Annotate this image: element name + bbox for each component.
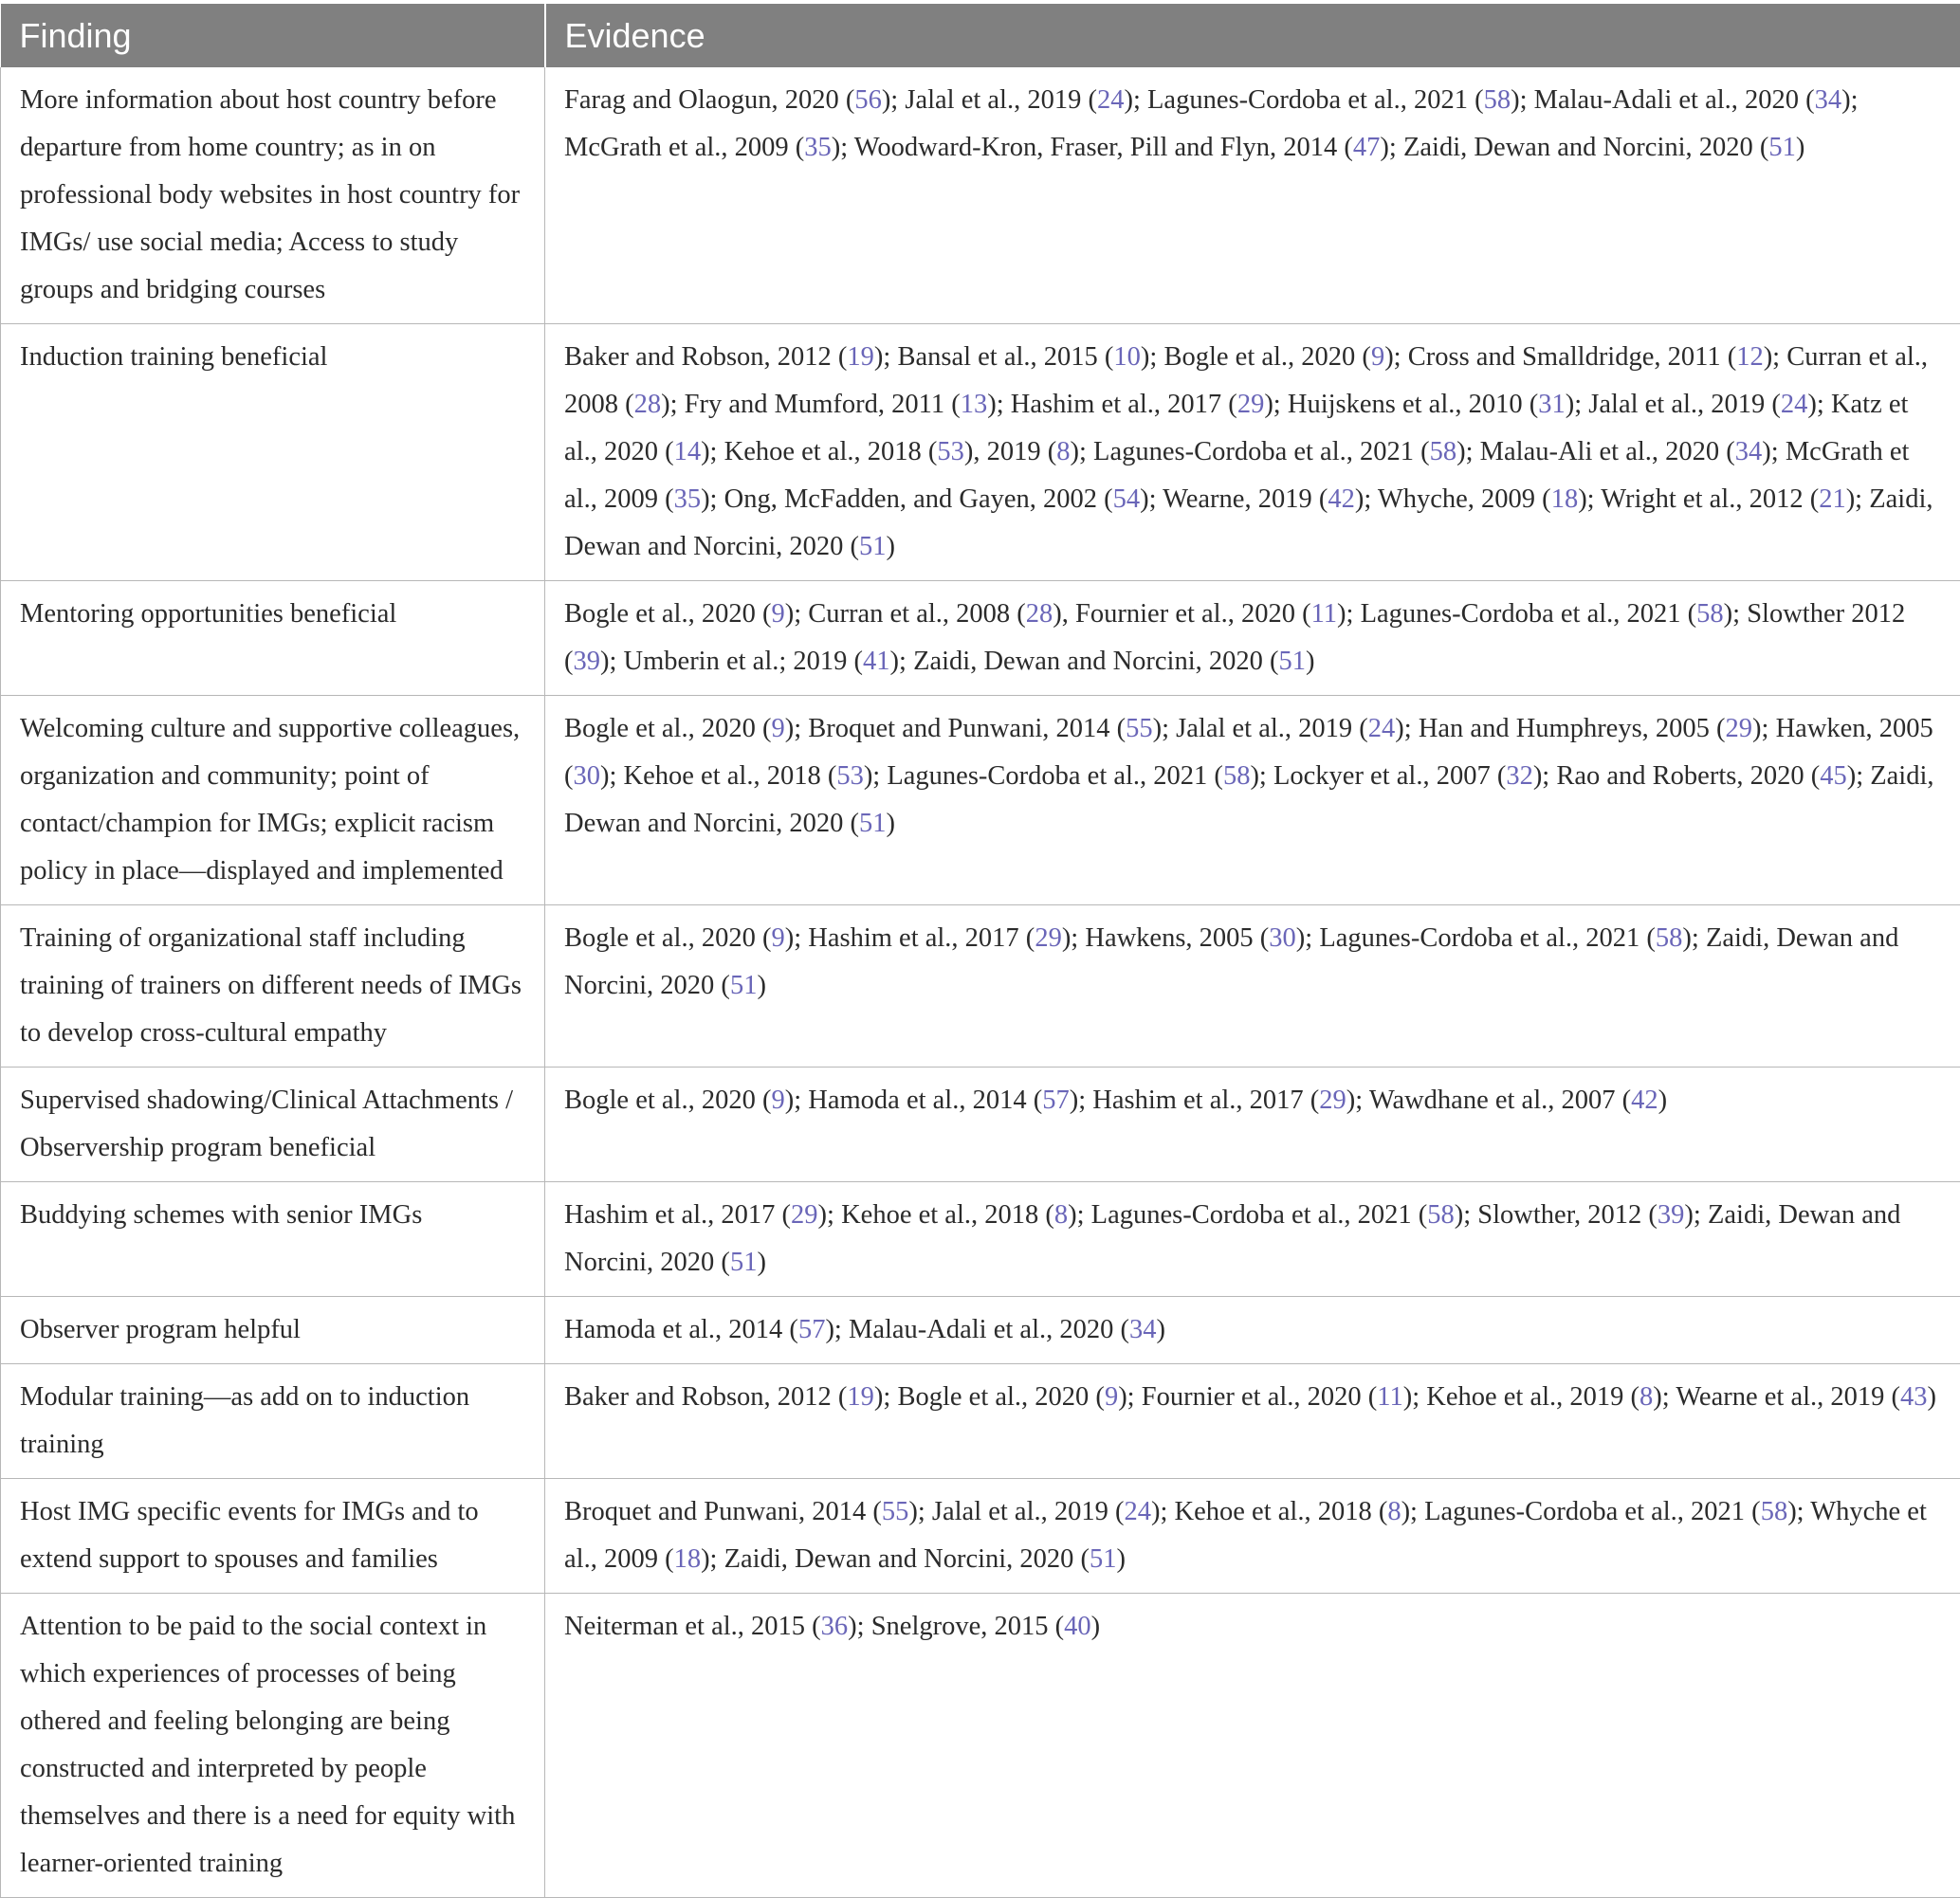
citation-text: Zaidi, Dewan and Norcini, 2020 ( xyxy=(564,761,1934,838)
reference-link[interactable]: 29 xyxy=(1726,714,1753,743)
citation-text: Huijskens et al., 2010 ( xyxy=(1288,390,1538,419)
citation-punctuation: ); xyxy=(1062,923,1086,953)
table-row xyxy=(1,1479,1960,1594)
table-row xyxy=(1,905,1960,1068)
citation-punctuation: ); xyxy=(1250,761,1273,791)
citation-punctuation: ); xyxy=(874,1382,898,1412)
reference-link[interactable]: 58 xyxy=(1696,599,1724,629)
citation-punctuation: ); xyxy=(1787,1497,1810,1526)
table-row xyxy=(1,1594,1960,1898)
reference-link[interactable]: 24 xyxy=(1097,85,1125,115)
citation-punctuation: ) xyxy=(1658,1086,1668,1115)
reference-link[interactable]: 51 xyxy=(1768,133,1796,162)
reference-link[interactable]: 54 xyxy=(1113,484,1141,514)
findings-evidence-table xyxy=(0,4,1960,1898)
citation-text: Rao and Roberts, 2020 ( xyxy=(1556,761,1820,791)
citation-text: Whyche, 2009 ( xyxy=(1378,484,1551,514)
citation-punctuation: ) xyxy=(1306,647,1315,676)
finding-cell: Attention to be paid to the social context in which experiences of processes of being othered and feeling belonging are being constructed and interpreted by people themselves and there is a need for equity with learner-oriented training xyxy=(1,1594,545,1898)
citation-text: Bogle et al., 2020 ( xyxy=(564,599,771,629)
reference-link[interactable]: 9 xyxy=(771,923,784,953)
evidence-cell xyxy=(545,1068,1960,1182)
citation-punctuation: ); xyxy=(701,437,724,466)
evidence-cell xyxy=(545,1594,1960,1898)
citation-punctuation: ); xyxy=(1724,599,1748,629)
citation-text: Baker and Robson, 2012 ( xyxy=(564,1382,847,1412)
citation-text: Broquet and Punwani, 2014 ( xyxy=(564,1497,882,1526)
reference-link[interactable]: 8 xyxy=(1387,1497,1401,1526)
evidence-cell xyxy=(545,324,1960,581)
citation-punctuation: ); xyxy=(1264,390,1288,419)
reference-link[interactable]: 24 xyxy=(1368,714,1396,743)
citation-text: 2019 ( xyxy=(987,437,1057,466)
citation-text: Ong, McFadden, and Gayen, 2002 ( xyxy=(724,484,1113,514)
citation-punctuation: ); xyxy=(1401,1497,1425,1526)
citation-punctuation: ); xyxy=(890,647,914,676)
finding-cell: Welcoming culture and supportive colleagues, organization and community; point of contact/champion for IMGs; explicit racism policy in place—displayed and implemented xyxy=(1,696,545,905)
reference-link[interactable]: 58 xyxy=(1430,437,1457,466)
reference-link[interactable]: 9 xyxy=(1105,1382,1118,1412)
citation-text: Zaidi, Dewan and Norcini, 2020 ( xyxy=(724,1544,1090,1574)
citation-punctuation: ); xyxy=(1455,1200,1478,1230)
citation-text: Han and Humphreys, 2005 ( xyxy=(1419,714,1726,743)
citation-punctuation: ); xyxy=(1071,437,1094,466)
reference-link[interactable]: 35 xyxy=(804,133,832,162)
finding-cell: Observer program helpful xyxy=(1,1297,545,1364)
citation-punctuation: ); xyxy=(1384,342,1408,372)
column-header-finding: Finding xyxy=(1,4,545,67)
citation-text: Katz et al., 2020 ( xyxy=(564,390,1908,466)
citation-text: Kehoe et al., 2018 ( xyxy=(1175,1497,1388,1526)
citation-punctuation: ) xyxy=(757,971,766,1000)
citation-punctuation: ) xyxy=(1117,1544,1127,1574)
citation-punctuation: ); xyxy=(864,761,888,791)
citation-punctuation: ); xyxy=(1653,1382,1676,1412)
reference-link[interactable]: 21 xyxy=(1819,484,1846,514)
citation-punctuation: ), xyxy=(1053,599,1075,629)
citation-punctuation: ) xyxy=(1928,1382,1937,1412)
citation-text: Lagunes-Cordoba et al., 2021 ( xyxy=(1361,599,1697,629)
citation-text: Hamoda et al., 2014 ( xyxy=(564,1315,798,1344)
evidence-cell xyxy=(545,67,1960,324)
citation-text: Malau-Adali et al., 2020 ( xyxy=(849,1315,1129,1344)
citation-text: Hawkens, 2005 ( xyxy=(1085,923,1269,953)
reference-link[interactable]: 9 xyxy=(771,599,784,629)
reference-link[interactable]: 55 xyxy=(882,1497,909,1526)
reference-link[interactable]: 19 xyxy=(847,1382,874,1412)
citation-punctuation: ); xyxy=(1151,1497,1175,1526)
citation-punctuation: ); xyxy=(1118,1382,1142,1412)
citation-text: McGrath et al., 2009 ( xyxy=(564,133,804,162)
citation-text: Snelgrove, 2015 ( xyxy=(871,1612,1064,1641)
citation-punctuation: ) xyxy=(887,532,896,561)
citation-text: Neiterman et al., 2015 ( xyxy=(564,1612,821,1641)
citation-text: Hashim et al., 2017 ( xyxy=(1011,390,1237,419)
reference-link[interactable]: 9 xyxy=(1371,342,1384,372)
citation-text: Bogle et al., 2020 ( xyxy=(564,1086,771,1115)
reference-link[interactable]: 58 xyxy=(1761,1497,1788,1526)
reference-link[interactable]: 51 xyxy=(859,532,887,561)
citation-text: Jalal et al., 2019 ( xyxy=(1588,390,1781,419)
reference-link[interactable]: 13 xyxy=(961,390,988,419)
citation-punctuation: ); xyxy=(1403,1382,1427,1412)
reference-link[interactable]: 30 xyxy=(1269,923,1296,953)
findings-table-container xyxy=(0,4,1960,1898)
citation-text: Bogle et al., 2020 ( xyxy=(897,1382,1104,1412)
citation-punctuation: ); xyxy=(1140,484,1163,514)
reference-link[interactable]: 8 xyxy=(1056,437,1070,466)
citation-text: Lockyer et al., 2007 ( xyxy=(1273,761,1506,791)
reference-link[interactable]: 45 xyxy=(1820,761,1847,791)
reference-link[interactable]: 51 xyxy=(859,809,887,838)
evidence-cell xyxy=(545,1479,1960,1594)
citation-text: Curran et al., 2008 ( xyxy=(564,342,1928,419)
citation-text: Slowther 2012 ( xyxy=(564,599,1905,676)
evidence-cell xyxy=(545,1297,1960,1364)
citation-text: Zaidi, Dewan and Norcini, 2020 ( xyxy=(564,484,1933,561)
citation-punctuation: ); xyxy=(1346,1086,1369,1115)
citation-text: Kehoe et al., 2019 ( xyxy=(1426,1382,1639,1412)
reference-link[interactable]: 51 xyxy=(1090,1544,1117,1574)
table-row xyxy=(1,324,1960,581)
citation-punctuation: ); xyxy=(882,85,906,115)
table-row xyxy=(1,1068,1960,1182)
citation-text: Lagunes-Cordoba et al., 2021 ( xyxy=(1093,437,1430,466)
citation-text: Hamoda et al., 2014 ( xyxy=(808,1086,1042,1115)
citation-punctuation: ); xyxy=(1841,85,1858,115)
citation-text: Lagunes-Cordoba et al., 2021 ( xyxy=(1319,923,1656,953)
citation-punctuation: ); xyxy=(1846,484,1870,514)
reference-link[interactable]: 34 xyxy=(1735,437,1763,466)
reference-link[interactable]: 57 xyxy=(1042,1086,1070,1115)
reference-link[interactable]: 58 xyxy=(1484,85,1511,115)
column-header-evidence: Evidence xyxy=(545,4,1960,67)
citation-punctuation: ); xyxy=(1511,85,1534,115)
header-row xyxy=(1,4,1960,67)
finding-cell: Buddying schemes with senior IMGs xyxy=(1,1182,545,1297)
reference-link[interactable]: 51 xyxy=(730,971,758,1000)
citation-text: Fry and Mumford, 2011 ( xyxy=(685,390,961,419)
citation-punctuation: ); xyxy=(1682,923,1706,953)
reference-link[interactable]: 24 xyxy=(1125,1497,1152,1526)
citation-punctuation: ); xyxy=(1533,761,1557,791)
reference-link[interactable]: 57 xyxy=(798,1315,826,1344)
reference-link[interactable]: 51 xyxy=(1279,647,1307,676)
citation-punctuation: ) xyxy=(1156,1315,1165,1344)
citation-punctuation: ); xyxy=(832,133,854,162)
reference-link[interactable]: 43 xyxy=(1900,1382,1928,1412)
citation-text: Lagunes-Cordoba et al., 2021 ( xyxy=(1147,85,1484,115)
reference-link[interactable]: 29 xyxy=(1035,923,1062,953)
citation-punctuation: ); xyxy=(785,599,809,629)
citation-punctuation: ); xyxy=(987,390,1011,419)
reference-link[interactable]: 42 xyxy=(1328,484,1355,514)
reference-link[interactable]: 51 xyxy=(730,1248,758,1277)
citation-punctuation: ); xyxy=(1153,714,1177,743)
citation-punctuation: ); xyxy=(701,484,724,514)
reference-link[interactable]: 28 xyxy=(1026,599,1053,629)
evidence-cell xyxy=(545,581,1960,696)
citation-text: Kehoe et al., 2018 ( xyxy=(724,437,938,466)
citation-punctuation: ); xyxy=(1578,484,1601,514)
citation-punctuation: ); xyxy=(785,1086,809,1115)
finding-cell: Mentoring opportunities beneficial xyxy=(1,581,545,696)
citation-text: Wright et al., 2012 ( xyxy=(1601,484,1819,514)
reference-link[interactable]: 42 xyxy=(1631,1086,1658,1115)
reference-link[interactable]: 41 xyxy=(863,647,890,676)
citation-punctuation: ); xyxy=(785,923,809,953)
reference-link[interactable]: 29 xyxy=(1237,390,1265,419)
citation-punctuation: ); xyxy=(1762,437,1786,466)
citation-punctuation: ); xyxy=(701,1544,724,1574)
evidence-cell xyxy=(545,1364,1960,1479)
citation-punctuation: ) xyxy=(1796,133,1805,162)
citation-punctuation: ); xyxy=(818,1200,842,1230)
citation-punctuation: ); xyxy=(1355,484,1378,514)
citation-text: Bogle et al., 2020 ( xyxy=(564,714,771,743)
table-row xyxy=(1,1297,1960,1364)
citation-text: Curran et al., 2008 ( xyxy=(808,599,1026,629)
reference-link[interactable]: 53 xyxy=(836,761,864,791)
citation-punctuation: ), xyxy=(964,437,987,466)
citation-text: Malau-Adali et al., 2020 ( xyxy=(1534,85,1815,115)
reference-link[interactable]: 11 xyxy=(1311,599,1337,629)
reference-link[interactable]: 47 xyxy=(1353,133,1381,162)
citation-text: Zaidi, Dewan and Norcini, 2020 ( xyxy=(564,923,1898,1000)
citation-text: Lagunes-Cordoba et al., 2021 ( xyxy=(1091,1200,1428,1230)
citation-punctuation: ); xyxy=(600,647,624,676)
citation-text: Whyche et al., 2009 ( xyxy=(564,1497,1927,1574)
reference-link[interactable]: 39 xyxy=(1658,1200,1685,1230)
citation-punctuation: ); xyxy=(1070,1086,1093,1115)
evidence-cell xyxy=(545,905,1960,1068)
citation-text: Bogle et al., 2020 ( xyxy=(564,923,771,953)
reference-link[interactable]: 30 xyxy=(574,761,601,791)
finding-cell: Induction training beneficial xyxy=(1,324,545,581)
citation-punctuation: ); xyxy=(1566,390,1589,419)
reference-link[interactable]: 34 xyxy=(1815,85,1842,115)
citation-text: Umberin et al.; 2019 ( xyxy=(624,647,863,676)
reference-link[interactable]: 58 xyxy=(1656,923,1683,953)
citation-text: Slowther, 2012 ( xyxy=(1477,1200,1658,1230)
finding-cell: Training of organizational staff including training of trainers on different needs of IMGs to develop cross-cultural empathy xyxy=(1,905,545,1068)
table-body xyxy=(1,67,1960,1898)
citation-text: Lagunes-Cordoba et al., 2021 ( xyxy=(887,761,1223,791)
citation-punctuation: ); xyxy=(1337,599,1361,629)
reference-link[interactable]: 34 xyxy=(1129,1315,1157,1344)
reference-link[interactable]: 8 xyxy=(1639,1382,1653,1412)
citation-punctuation: ); xyxy=(1124,85,1147,115)
citation-text: Hashim et al., 2017 ( xyxy=(808,923,1035,953)
table-header xyxy=(1,4,1960,67)
citation-text: Broquet and Punwani, 2014 ( xyxy=(808,714,1126,743)
evidence-cell xyxy=(545,696,1960,905)
citation-punctuation: ); xyxy=(1752,714,1776,743)
reference-link[interactable]: 58 xyxy=(1223,761,1251,791)
citation-punctuation: ) xyxy=(887,809,896,838)
reference-link[interactable]: 11 xyxy=(1377,1382,1402,1412)
citation-punctuation: ); xyxy=(1380,133,1403,162)
table-row xyxy=(1,581,1960,696)
reference-link[interactable]: 40 xyxy=(1064,1612,1091,1641)
citation-text: Fournier et al., 2020 ( xyxy=(1142,1382,1378,1412)
citation-punctuation: ); xyxy=(1684,1200,1708,1230)
reference-link[interactable]: 32 xyxy=(1506,761,1533,791)
citation-text: Woodward-Kron, Fraser, Pill and Flyn, 2014 ( xyxy=(854,133,1353,162)
citation-punctuation: ); xyxy=(874,342,898,372)
citation-text: Jalal et al., 2019 ( xyxy=(932,1497,1125,1526)
citation-punctuation: ) xyxy=(1091,1612,1101,1641)
citation-text: Wearne, 2019 ( xyxy=(1163,484,1328,514)
citation-punctuation: ); xyxy=(825,1315,849,1344)
table-row xyxy=(1,1182,1960,1297)
citation-punctuation: ); xyxy=(848,1612,871,1641)
finding-cell: More information about host country before departure from home country; as in on professional body websites in host country for IMGs/ use social media; Access to study groups and bridging courses xyxy=(1,67,545,324)
reference-link[interactable]: 9 xyxy=(771,1086,784,1115)
citation-text: Fournier et al., 2020 ( xyxy=(1075,599,1311,629)
table-row xyxy=(1,1364,1960,1479)
reference-link[interactable]: 10 xyxy=(1113,342,1141,372)
reference-link[interactable]: 58 xyxy=(1427,1200,1455,1230)
citation-text: Bansal et al., 2015 ( xyxy=(897,342,1113,372)
citation-text: Kehoe et al., 2018 ( xyxy=(841,1200,1054,1230)
citation-punctuation: ); xyxy=(908,1497,932,1526)
reference-link[interactable]: 19 xyxy=(847,342,874,372)
reference-link[interactable]: 8 xyxy=(1054,1200,1068,1230)
reference-link[interactable]: 35 xyxy=(674,484,702,514)
citation-punctuation: ); xyxy=(1456,437,1480,466)
reference-link[interactable]: 29 xyxy=(1319,1086,1346,1115)
citation-text: Malau-Ali et al., 2020 ( xyxy=(1480,437,1735,466)
citation-text: Hashim et al., 2017 ( xyxy=(564,1200,791,1230)
citation-text: Jalal et al., 2019 ( xyxy=(905,85,1097,115)
citation-text: Baker and Robson, 2012 ( xyxy=(564,342,847,372)
citation-text: Hawken, 2005 ( xyxy=(564,714,1933,791)
finding-cell: Modular training—as add on to induction training xyxy=(1,1364,545,1479)
citation-punctuation: ); xyxy=(1807,390,1831,419)
citation-punctuation: ); xyxy=(1296,923,1320,953)
reference-link[interactable]: 55 xyxy=(1126,714,1153,743)
citation-punctuation: ); xyxy=(1068,1200,1091,1230)
citation-text: Kehoe et al., 2018 ( xyxy=(624,761,837,791)
citation-text: Lagunes-Cordoba et al., 2021 ( xyxy=(1424,1497,1761,1526)
citation-text: Jalal et al., 2019 ( xyxy=(1176,714,1368,743)
citation-punctuation: ); xyxy=(1764,342,1787,372)
citation-text: Wawdhane et al., 2007 ( xyxy=(1369,1086,1631,1115)
reference-link[interactable]: 56 xyxy=(854,85,882,115)
reference-link[interactable]: 31 xyxy=(1538,390,1566,419)
citation-punctuation: ); xyxy=(1395,714,1419,743)
citation-punctuation: ); xyxy=(600,761,624,791)
reference-link[interactable]: 29 xyxy=(791,1200,818,1230)
finding-cell: Supervised shadowing/Clinical Attachments / Observership program beneficial xyxy=(1,1068,545,1182)
reference-link[interactable]: 39 xyxy=(574,647,601,676)
table-row xyxy=(1,696,1960,905)
table-row xyxy=(1,67,1960,324)
reference-link[interactable]: 28 xyxy=(634,390,662,419)
citation-punctuation: ) xyxy=(757,1248,766,1277)
citation-text: Wearne et al., 2019 ( xyxy=(1676,1382,1900,1412)
reference-link[interactable]: 18 xyxy=(1551,484,1579,514)
citation-text: Hashim et al., 2017 ( xyxy=(1092,1086,1319,1115)
reference-link[interactable]: 12 xyxy=(1736,342,1764,372)
citation-punctuation: ); xyxy=(1141,342,1164,372)
citation-punctuation: ); xyxy=(785,714,809,743)
citation-text: Cross and Smalldridge, 2011 ( xyxy=(1408,342,1736,372)
reference-link[interactable]: 18 xyxy=(674,1544,702,1574)
citation-text: Bogle et al., 2020 ( xyxy=(1163,342,1370,372)
reference-link[interactable]: 24 xyxy=(1781,390,1808,419)
citation-text: Farag and Olaogun, 2020 ( xyxy=(564,85,854,115)
evidence-cell xyxy=(545,1182,1960,1297)
citation-punctuation: ); xyxy=(1847,761,1871,791)
reference-link[interactable]: 53 xyxy=(937,437,964,466)
citation-text: McGrath et al., 2009 ( xyxy=(564,437,1909,514)
citation-punctuation: ); xyxy=(661,390,685,419)
citation-text: Zaidi, Dewan and Norcini, 2020 ( xyxy=(564,1200,1900,1277)
reference-link[interactable]: 36 xyxy=(821,1612,849,1641)
citation-text: Zaidi, Dewan and Norcini, 2020 ( xyxy=(913,647,1278,676)
reference-link[interactable]: 14 xyxy=(674,437,702,466)
reference-link[interactable]: 9 xyxy=(771,714,784,743)
finding-cell: Host IMG specific events for IMGs and to extend support to spouses and families xyxy=(1,1479,545,1594)
citation-text: Zaidi, Dewan and Norcini, 2020 ( xyxy=(1403,133,1768,162)
